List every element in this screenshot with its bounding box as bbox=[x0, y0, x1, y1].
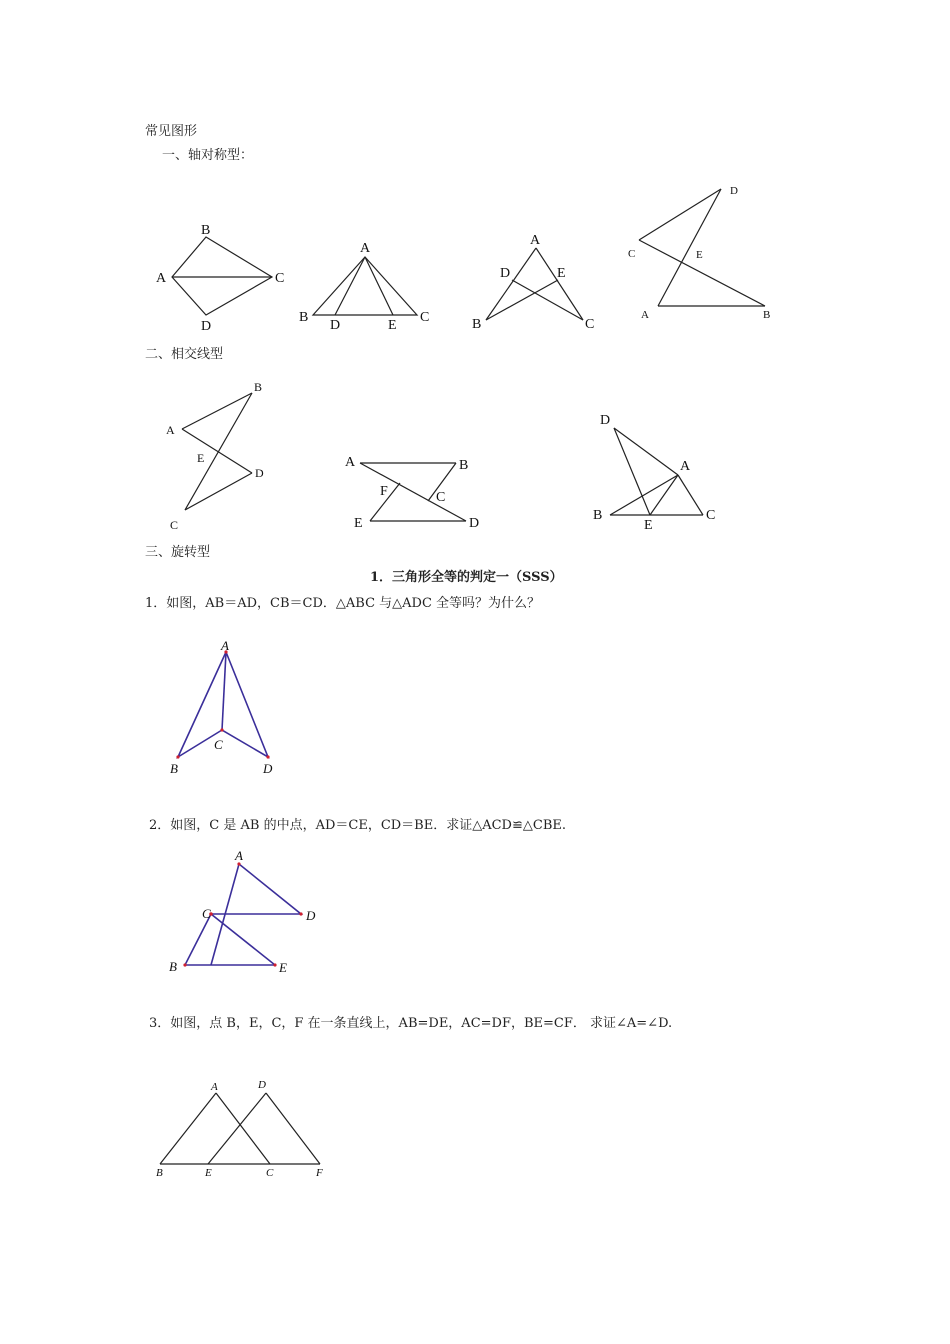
label-b: B bbox=[169, 959, 177, 974]
segment-ac bbox=[536, 248, 583, 320]
segment-da bbox=[658, 189, 721, 306]
figure-parallel-z bbox=[340, 450, 490, 535]
label-a: A bbox=[211, 1081, 218, 1093]
segment-ba bbox=[610, 475, 678, 515]
point-e bbox=[273, 963, 276, 966]
segment-ea bbox=[650, 475, 678, 515]
problem-1-figure bbox=[160, 635, 290, 780]
point-b bbox=[176, 755, 179, 758]
segment-ac bbox=[222, 652, 226, 730]
label-e: E bbox=[354, 516, 363, 531]
point-d bbox=[266, 755, 269, 758]
problem-1-text: 如图，AB＝AD，CB＝CD．△ABC 与△ADC 全等吗？为什么？ bbox=[166, 596, 541, 611]
label-c: C bbox=[266, 1167, 274, 1179]
label-c: C bbox=[420, 310, 430, 325]
page-heading: 常见图形 bbox=[145, 124, 198, 139]
label-b: B bbox=[156, 1167, 163, 1179]
section-intersecting-lines: 二、相交线型 bbox=[145, 347, 224, 362]
label-d: D bbox=[258, 1079, 266, 1091]
label-a: A bbox=[235, 848, 243, 863]
label-e: E bbox=[388, 318, 397, 333]
problem-1-number: 1． bbox=[145, 596, 167, 611]
point-d bbox=[299, 912, 302, 915]
problem-3 bbox=[149, 1016, 672, 1032]
label-d: D bbox=[330, 318, 341, 333]
problem-1 bbox=[145, 596, 540, 612]
label-a: A bbox=[680, 459, 691, 474]
lesson-title: 1．三角形全等的判定一（SSS） bbox=[370, 570, 563, 585]
label-a: A bbox=[166, 423, 175, 437]
label-e: E bbox=[557, 266, 566, 281]
segment-cd bbox=[639, 189, 721, 240]
problem-3-text: 如图，点 B，E，C，F 在一条直线上，AB=DE，AC=DF，BE=CF． 求证∠A=∠D. bbox=[170, 1016, 673, 1031]
section-axis-symmetric: 一、轴对称型： bbox=[162, 148, 254, 163]
figure-crossed-triangle bbox=[470, 228, 605, 338]
label-b: B bbox=[763, 309, 771, 321]
label-c: C bbox=[436, 490, 446, 505]
label-e: E bbox=[205, 1167, 212, 1179]
label-a: A bbox=[345, 455, 356, 470]
problem-3-figure bbox=[150, 1075, 340, 1185]
label-d: D bbox=[263, 761, 273, 776]
label-b: B bbox=[593, 508, 603, 523]
label-e: E bbox=[197, 451, 205, 465]
label-a: A bbox=[156, 271, 167, 286]
segment-df bbox=[266, 1093, 320, 1164]
segment-de bbox=[208, 1093, 266, 1164]
segment-bc bbox=[185, 914, 211, 965]
figure-isosceles-triangle bbox=[295, 235, 440, 335]
figure-triangle-d bbox=[590, 405, 730, 535]
label-a: A bbox=[360, 241, 371, 256]
label-b: B bbox=[472, 317, 482, 332]
label-b: B bbox=[254, 380, 263, 394]
label-d: D bbox=[600, 413, 611, 428]
label-c: C bbox=[202, 906, 211, 921]
figure-kite bbox=[150, 215, 300, 335]
segment-ad bbox=[182, 429, 252, 473]
label-d: D bbox=[255, 466, 264, 480]
label-b: B bbox=[170, 761, 178, 776]
point-b bbox=[183, 963, 186, 966]
problem-3-number: 3． bbox=[149, 1016, 171, 1031]
problem-2-figure bbox=[165, 848, 330, 978]
kite-outline bbox=[172, 237, 272, 315]
segment-ac bbox=[678, 475, 703, 515]
label-c: C bbox=[214, 737, 223, 752]
label-b: B bbox=[299, 310, 309, 325]
segment-ab bbox=[160, 1093, 216, 1164]
label-a: A bbox=[221, 638, 229, 653]
label-b: B bbox=[459, 458, 469, 473]
label-d: D bbox=[201, 319, 212, 334]
label-f: F bbox=[316, 1167, 323, 1179]
point-c bbox=[220, 728, 223, 731]
segment-ae bbox=[365, 257, 393, 315]
segment-ce bbox=[211, 914, 275, 965]
label-a: A bbox=[530, 233, 541, 248]
label-d: D bbox=[306, 908, 316, 923]
label-e: E bbox=[279, 960, 287, 975]
label-a: A bbox=[641, 309, 649, 321]
problem-2 bbox=[149, 818, 566, 834]
label-b: B bbox=[201, 223, 211, 238]
label-c: C bbox=[170, 518, 179, 532]
label-e: E bbox=[644, 518, 653, 533]
segment-ac bbox=[216, 1093, 270, 1164]
segment-ab bbox=[486, 248, 536, 320]
label-d: D bbox=[500, 266, 511, 281]
label-e: E bbox=[696, 249, 703, 261]
problem-2-number: 2． bbox=[149, 818, 171, 833]
label-c: C bbox=[585, 317, 595, 332]
figure-zigzag bbox=[160, 375, 280, 535]
label-c: C bbox=[706, 508, 716, 523]
label-f: F bbox=[380, 484, 388, 499]
label-d: D bbox=[469, 516, 480, 531]
problem-2-text: 如图，C 是 AB 的中点，AD＝CE，CD＝BE．求证△ACD≌△CBE. bbox=[170, 818, 566, 833]
label-c: C bbox=[275, 271, 285, 286]
triangle-abc bbox=[313, 257, 417, 315]
figure-bowtie-ce bbox=[625, 180, 785, 325]
label-d: D bbox=[730, 185, 738, 197]
section-rotation: 三、旋转型 bbox=[145, 545, 211, 560]
label-c: C bbox=[628, 248, 636, 260]
